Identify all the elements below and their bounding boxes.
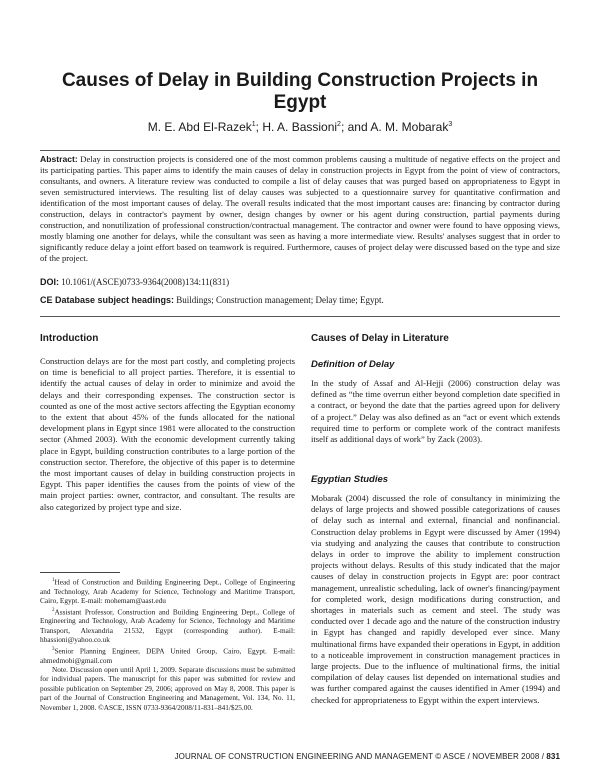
footnote: [40, 606, 295, 645]
footnote: [40, 576, 295, 606]
doi-line: [40, 277, 229, 287]
paper-title: Causes of Delay in Building Construction Projects in Egypt: [61, 70, 539, 113]
footnotes: [40, 576, 295, 712]
definition-subheading: Definition of Delay: [311, 359, 395, 370]
subject-headings-label: CE Database subject headings:: [40, 295, 175, 305]
footnote-mark: 2: [52, 607, 55, 613]
author-mark: 3: [448, 121, 453, 128]
author-name: A. M. Mobarak: [370, 120, 449, 134]
abstract-text: Delay in construction projects is considered one of the most common problems causing a multitude of negative effects on the project and its participating parties. This paper aims to identify the main causes of delay in construction projects in Egypt from the point of view of contractors, consultants, and owners. A literature review was conducted to compile a list of delay causes that was purged based on appropriateness to Egypt in seven semistructured interviews. The resulting list of delay causes was subjected to a questionnaire survey for quantitative confirmation and identification of the most important causes of delay. The overall results indicated that the most important causes are: financing by contractor during construction, delays in contractor's payment by owner, design changes by owner or his agent during construction, partial payments during construction, and nonutilization of professional construction/contractual management. The contractor and owner were found to have opposing views, mostly blaming one another for delays, while the consultant was seen as having a more intermediate view. Results' analyses suggest that in order to significantly reduce delay a joint effort based on teamwork is required. Furthermore, causes of project delay were discussed based on the type and size of the project.: [40, 154, 560, 263]
footnote-text: Note. Discussion open until April 1, 2009. Separate discussions must be submitted for individual papers. The manuscript for this paper was submitted for review and possible publication on September 29, 2006; approved on May 8, 2008. This paper is part of the Journal of Construction Engineering and Management, Vol. 134, No. 11, November 1, 2008. ©ASCE, ISSN 0733-9364/2008/11-831–841/$25.00.: [40, 664, 295, 712]
egyptian-studies-paragraph: Mobarak (2004) discussed the role of consultancy in minimizing the delays of large projects and showed possible categorizations of causes of delay such as internal and external, financial and nonfinancial. Construction delay problems in Egypt were discussed by Amer (1994) via studying and analyzing the causes that contribute to construction delays in order to improve the ability to implement construction projects without delays. Results of this study indicated that the major causes of delay in construction projects in Egypt are: poor contract management, unrealistic scheduling, lack of owner's financing/payment for completed work, design modifications during construction, and shortages in materials such as cement and steel. The study was conducted over 1 decade ago and the nature of the construction industry in Egypt has changed and rapidly developed ever since. Many multinational firms have expanded their operations in Egypt, in addition to a noticeable improvement in construction management practices in large projects. Due to the influence of multinational firms, the initial compilation of delay causes list depended on international studies and was further compared against the causes identified in Amer (1994) and checked for appropriateness to Egypt within the expert interviews.: [311, 493, 560, 705]
author-separator: ;: [255, 120, 263, 134]
page-number: 831: [546, 752, 560, 761]
subject-headings-line: [40, 295, 384, 305]
abstract-label: Abstract:: [40, 154, 78, 164]
author-mark: 2: [337, 121, 341, 128]
footnote-text: Senior Planning Engineer, DEPA United Group, Cairo, Egypt. E-mail: ahmedmobi@gmail.com: [40, 646, 295, 665]
intro-heading: Introduction: [40, 333, 99, 344]
definition-paragraph: In the study of Assaf and Al-Hejji (2006) construction delay was defined as “the time overrun either beyond completion date specified in a contract, or beyond the date that the parties agreed upon for delivery of a project.” Delay was also defined as an “act or event which extends required time to perform or complete work of the contract manifests itself as additional days of work” by Zack (2003).: [311, 378, 560, 445]
page-footer: [175, 752, 560, 761]
author-separator: ; and: [340, 120, 371, 134]
footnote-text: Assistant Professor, Construction and Building Engineering Dept., College of Engineering and Technology, Arab Academy for Science, Technology and Maritime Transport, Alexandria 21532, Egypt (corresponding author). E-mail: hbassioni@yahoo.co.uk: [40, 607, 295, 645]
footnote-divider: [40, 572, 120, 573]
doi-label: DOI:: [40, 277, 59, 287]
abstract: [40, 154, 560, 264]
author-name: M. E. Abd El-Razek: [147, 120, 252, 134]
abstract-box: [40, 150, 560, 317]
footnote-text: Head of Construction and Building Engineering Dept., College of Engineering and Technology, Arab Academy for Science, Technology and Maritime Transport, Cairo, Egypt. E-mail: mohemam@aast.edu: [40, 577, 295, 606]
author-name: H. A. Bassioni: [262, 120, 338, 134]
author-line: [40, 120, 560, 134]
footnote-note: [40, 665, 295, 712]
intro-paragraph: Construction delays are for the most part costly, and completing projects on time is beneficial to all project parties. Therefore, it is essential to identify the actual causes of delay in order to minimize and avoid the delays and their corresponding expenses. The construction sector is counted as one of the most active sectors affecting the Egyptian economy to the extent that about 45% of the funds allocated for the national development plans in Egypt since 1981 were allocated to the construction sector (Ahmed 2003). With the economic development currently taking place in Egypt, building construction contributes to a large portion of the construction sector. Therefore, the objective of this paper is to determine the most important causes of delay in building construction projects in Egypt. This paper identifies the causes from the points of view of the main project parties: owner, contractor, and consultant. The results are also categorized by project type and size.: [40, 356, 295, 512]
subject-headings-value: Buildings; Construction management; Delay time; Egypt.: [176, 295, 384, 305]
footer-journal: JOURNAL OF CONSTRUCTION ENGINEERING AND MANAGEMENT © ASCE / NOVEMBER 2008 /: [174, 752, 547, 761]
footnote-mark: 1: [52, 578, 55, 583]
footnote-mark: 3: [52, 646, 55, 652]
doi-value[interactable]: 10.1061/(ASCE)0733-9364(2008)134:11(831): [61, 277, 230, 287]
egyptian-studies-subheading: Egyptian Studies: [311, 474, 389, 485]
author-mark: 1: [251, 121, 256, 128]
literature-heading: Causes of Delay in Literature: [311, 333, 449, 344]
footnote: [40, 645, 295, 665]
